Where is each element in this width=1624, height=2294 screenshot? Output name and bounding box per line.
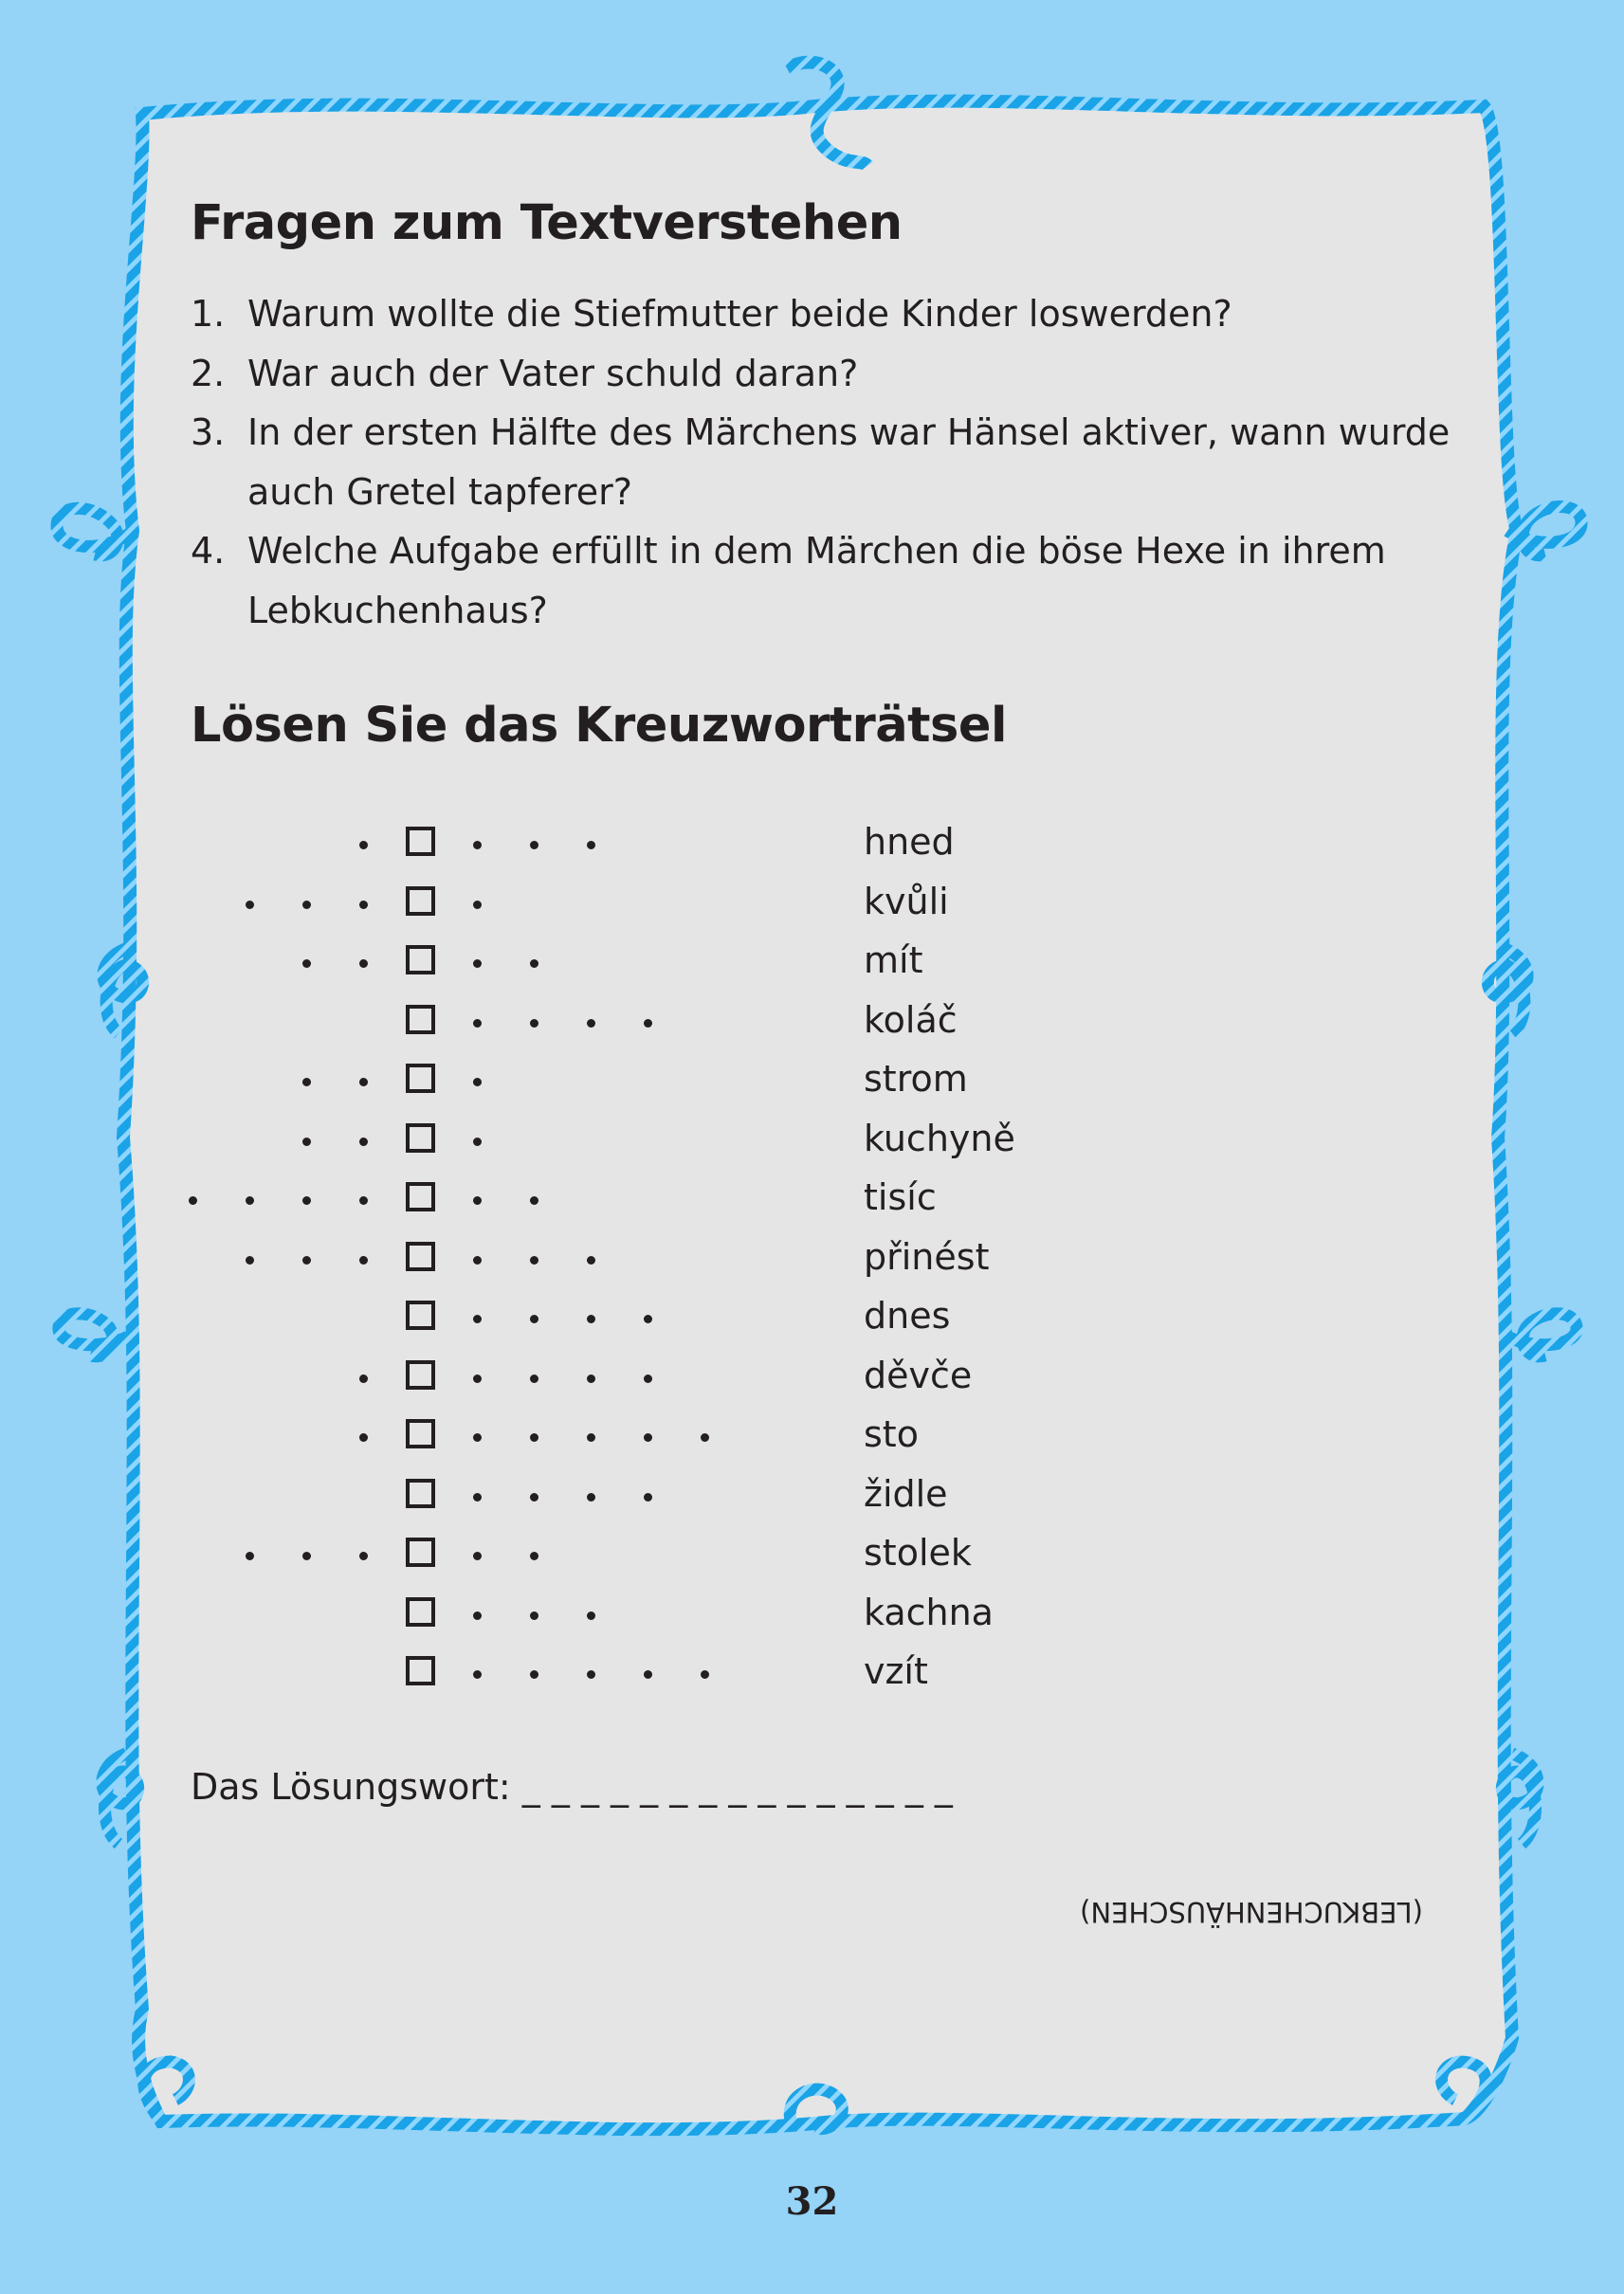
crossword-row xyxy=(0,1052,1624,1111)
solution-letter-box[interactable] xyxy=(406,1123,435,1153)
letter-dot xyxy=(644,1493,652,1502)
letter-dot xyxy=(189,1196,197,1205)
crossword-row xyxy=(0,815,1624,874)
letter-dot xyxy=(302,1078,311,1086)
crossword-clue: koláč xyxy=(864,998,958,1041)
crossword-row xyxy=(0,1467,1624,1526)
question-number: 1. xyxy=(191,293,226,335)
solution-letter-box[interactable] xyxy=(406,886,435,916)
question-text: Welche Aufgabe erfüllt in dem Märchen die böse Hexe in ihrem Lebkuchenhaus? xyxy=(247,530,1386,631)
crossword-row xyxy=(0,1526,1624,1585)
letter-dot xyxy=(302,959,311,968)
letter-dot xyxy=(530,1552,538,1560)
crossword-clue: dnes xyxy=(864,1295,951,1337)
question-item xyxy=(191,344,1451,404)
letter-dot xyxy=(530,1670,538,1679)
letter-dot xyxy=(473,841,482,849)
letter-dot xyxy=(473,959,482,968)
letter-dot xyxy=(359,841,368,849)
solution-letter-box[interactable] xyxy=(406,1242,435,1271)
crossword-row xyxy=(0,1586,1624,1645)
crossword-clue: kvůli xyxy=(864,880,949,922)
crossword-clue: mít xyxy=(864,939,923,981)
letter-dot xyxy=(473,1019,482,1028)
solution-letter-box[interactable] xyxy=(406,827,435,856)
crossword-clue: děvče xyxy=(864,1354,973,1396)
letter-dot xyxy=(644,1315,652,1323)
letter-dot xyxy=(359,1433,368,1442)
crossword-clue: kuchyně xyxy=(864,1117,1015,1159)
letter-dot xyxy=(701,1433,709,1442)
letter-dot xyxy=(473,1493,482,1502)
letter-dot xyxy=(246,901,254,909)
letter-dot xyxy=(473,1078,482,1086)
solution-letter-box[interactable] xyxy=(406,1005,435,1034)
letter-dot xyxy=(302,1138,311,1146)
letter-dot xyxy=(302,1256,311,1265)
solution-letter-box[interactable] xyxy=(406,1182,435,1211)
crossword-clue: strom xyxy=(864,1058,968,1100)
crossword-clue: přinést xyxy=(864,1235,990,1278)
letter-dot xyxy=(701,1670,709,1679)
letter-dot xyxy=(473,901,482,909)
letter-dot xyxy=(530,1375,538,1383)
solution-letter-box[interactable] xyxy=(406,1656,435,1685)
letter-dot xyxy=(530,1256,538,1265)
crossword-row xyxy=(0,934,1624,992)
solution-letter-box[interactable] xyxy=(406,1064,435,1093)
crossword-clue: tisíc xyxy=(864,1176,937,1218)
question-item xyxy=(191,284,1451,344)
letter-dot xyxy=(246,1256,254,1265)
solution-letter-box[interactable] xyxy=(406,1538,435,1567)
letter-dot xyxy=(644,1019,652,1028)
solution-letter-box[interactable] xyxy=(406,1360,435,1390)
question-number: 4. xyxy=(191,530,226,572)
letter-dot xyxy=(530,1315,538,1323)
letter-dot xyxy=(644,1433,652,1442)
crossword-row xyxy=(0,875,1624,934)
letter-dot xyxy=(473,1552,482,1560)
letter-dot xyxy=(587,1433,595,1442)
letter-dot xyxy=(359,901,368,909)
letter-dot xyxy=(530,1611,538,1620)
letter-dot xyxy=(644,1375,652,1383)
crossword-row xyxy=(0,993,1624,1052)
letter-dot xyxy=(644,1670,652,1679)
questions-list xyxy=(191,284,1451,640)
crossword-row xyxy=(0,1230,1624,1289)
crossword-row xyxy=(0,1349,1624,1408)
letter-dot xyxy=(530,959,538,968)
crossword-heading: Lösen Sie das Kreuzworträtsel xyxy=(191,698,1007,754)
crossword-clue: kachna xyxy=(864,1591,994,1633)
letter-dot xyxy=(473,1315,482,1323)
crossword-clue: stolek xyxy=(864,1532,972,1574)
letter-dot xyxy=(473,1256,482,1265)
letter-dot xyxy=(359,1078,368,1086)
letter-dot xyxy=(530,1019,538,1028)
upside-down-answer: (LEBKUCHENHÄUSCHEN) xyxy=(1080,1896,1423,1928)
questions-heading: Fragen zum Textverstehen xyxy=(191,195,903,251)
crossword-row xyxy=(0,1112,1624,1171)
letter-dot xyxy=(473,1138,482,1146)
letter-dot xyxy=(359,1256,368,1265)
crossword-clue: hned xyxy=(864,821,955,863)
solution-letter-box[interactable] xyxy=(406,1597,435,1627)
question-number: 2. xyxy=(191,352,226,394)
question-item xyxy=(191,521,1451,640)
letter-dot xyxy=(302,1196,311,1205)
solution-letter-box[interactable] xyxy=(406,1479,435,1508)
crossword-clue: vzít xyxy=(864,1650,928,1692)
letter-dot xyxy=(359,1138,368,1146)
letter-dot xyxy=(246,1552,254,1560)
letter-dot xyxy=(246,1196,254,1205)
letter-dot xyxy=(530,841,538,849)
letter-dot xyxy=(473,1375,482,1383)
letter-dot xyxy=(473,1196,482,1205)
letter-dot xyxy=(587,1493,595,1502)
crossword-clue: židle xyxy=(864,1472,948,1515)
crossword-row xyxy=(0,1289,1624,1348)
solution-word-line: Das Lösungswort: _ _ _ _ _ _ _ _ _ _ _ _ _ _ _ xyxy=(191,1766,953,1808)
question-text: In der ersten Hälfte des Märchens war Hänsel aktiver, wann wurde auch Gretel tapferer? xyxy=(247,411,1451,513)
letter-dot xyxy=(530,1433,538,1442)
question-item xyxy=(191,403,1451,521)
crossword-row xyxy=(0,1645,1624,1703)
letter-dot xyxy=(302,901,311,909)
page-number: 32 xyxy=(785,2179,839,2224)
crossword-row xyxy=(0,1171,1624,1229)
letter-dot xyxy=(587,841,595,849)
solution-letter-box[interactable] xyxy=(406,1419,435,1448)
letter-dot xyxy=(587,1256,595,1265)
letter-dot xyxy=(587,1670,595,1679)
letter-dot xyxy=(359,1196,368,1205)
question-text: War auch der Vater schuld daran? xyxy=(247,352,859,394)
letter-dot xyxy=(587,1315,595,1323)
letter-dot xyxy=(587,1375,595,1383)
letter-dot xyxy=(359,959,368,968)
crossword-clue: sto xyxy=(864,1413,919,1455)
letter-dot xyxy=(359,1375,368,1383)
solution-letter-box[interactable] xyxy=(406,945,435,974)
crossword-row xyxy=(0,1408,1624,1466)
letter-dot xyxy=(530,1196,538,1205)
solution-letter-box[interactable] xyxy=(406,1301,435,1330)
question-text: Warum wollte die Stiefmutter beide Kinder loswerden? xyxy=(247,293,1232,335)
letter-dot xyxy=(530,1493,538,1502)
letter-dot xyxy=(359,1552,368,1560)
letter-dot xyxy=(473,1611,482,1620)
letter-dot xyxy=(587,1611,595,1620)
letter-dot xyxy=(587,1019,595,1028)
letter-dot xyxy=(473,1670,482,1679)
letter-dot xyxy=(302,1552,311,1560)
question-number: 3. xyxy=(191,411,226,453)
letter-dot xyxy=(473,1433,482,1442)
